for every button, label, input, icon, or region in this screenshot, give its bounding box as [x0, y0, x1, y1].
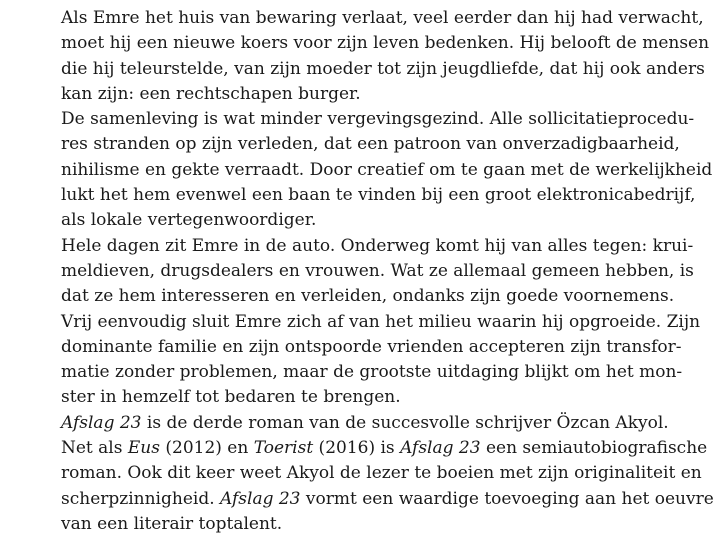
book-title: Afslag 23	[220, 488, 301, 509]
text-line	[61, 411, 669, 436]
text-line: nihilisme en gekte verraadt. Door creatief om te gaan met de werkelijkheid	[61, 159, 713, 180]
text-line: die hij teleurstelde, van zijn moeder tot zijn jeugdliefde, dat hij ook anders	[61, 58, 705, 79]
text-line: Vrij eenvoudig sluit Emre zich af van het milieu waarin hij opgroeide. Zijn	[61, 311, 701, 332]
text-line: De samenleving is wat minder vergevingsgezind. Alle sollicitatieprocedu-	[61, 109, 695, 130]
text-line: roman. Ook dit keer weet Akyol de lezer te boeien met zijn originaliteit en	[61, 463, 702, 484]
paragraph-6	[61, 436, 714, 537]
text-line: dat ze hem interesseren en verleiden, ondanks zijn goede voornemens.	[61, 286, 675, 307]
text-line: meldieven, drugsdealers en vrouwen. Wat ze allemaal gemeen hebben, is	[61, 260, 694, 281]
book-title: Afslag 23	[400, 438, 481, 459]
paragraph-1	[61, 6, 710, 107]
book-title: Eus	[127, 438, 160, 459]
text-line: moet hij een nieuwe koers voor zijn leven bedenken. Hij belooft de mensen	[61, 33, 710, 54]
text-run: Net als	[61, 438, 128, 459]
text-line: als lokale vertegenwoordiger.	[61, 210, 317, 231]
text-line: Hele dagen zit Emre in de auto. Onderweg komt hij van alles tegen: krui-	[61, 235, 694, 256]
text-line: van een literair toptalent.	[61, 513, 283, 534]
text-line	[61, 487, 714, 512]
text-line: ster in hemzelf tot bedaren te brengen.	[61, 387, 401, 408]
text-line	[61, 436, 708, 461]
text-run: (2012) en	[159, 438, 254, 459]
text-run: een semiautobiografische	[480, 438, 708, 459]
paragraph-3	[61, 234, 694, 310]
paragraph-2	[61, 107, 713, 233]
paragraph-5	[61, 411, 669, 436]
paragraph-4	[61, 310, 701, 411]
text-run: is de derde roman van de succesvolle schrijver Özcan Akyol.	[141, 412, 669, 433]
text-run: (2016) is	[313, 438, 401, 459]
text-line: res stranden op zijn verleden, dat een patroon van onverzadigbaarheid,	[61, 134, 680, 155]
text-line: dominante familie en zijn ontspoorde vrienden accepteren zijn transfor-	[61, 336, 682, 357]
text-line: Als Emre het huis van bewaring verlaat, veel eerder dan hij had verwacht,	[61, 8, 704, 28]
book-title: Toerist	[253, 438, 314, 459]
text-run: scherpzinnigheid.	[61, 488, 221, 509]
text-line: kan zijn: een rechtschapen burger.	[61, 83, 361, 104]
text-line: matie zonder problemen, maar de grootste uitdaging blijkt om het mon-	[61, 362, 683, 383]
text-line: lukt het hem evenwel een baan te vinden bij een groot elektronicabedrijf,	[61, 185, 696, 206]
book-title: Afslag 23	[61, 412, 142, 433]
text-run: vormt een waardige toevoeging aan het oeuvre	[300, 488, 714, 509]
